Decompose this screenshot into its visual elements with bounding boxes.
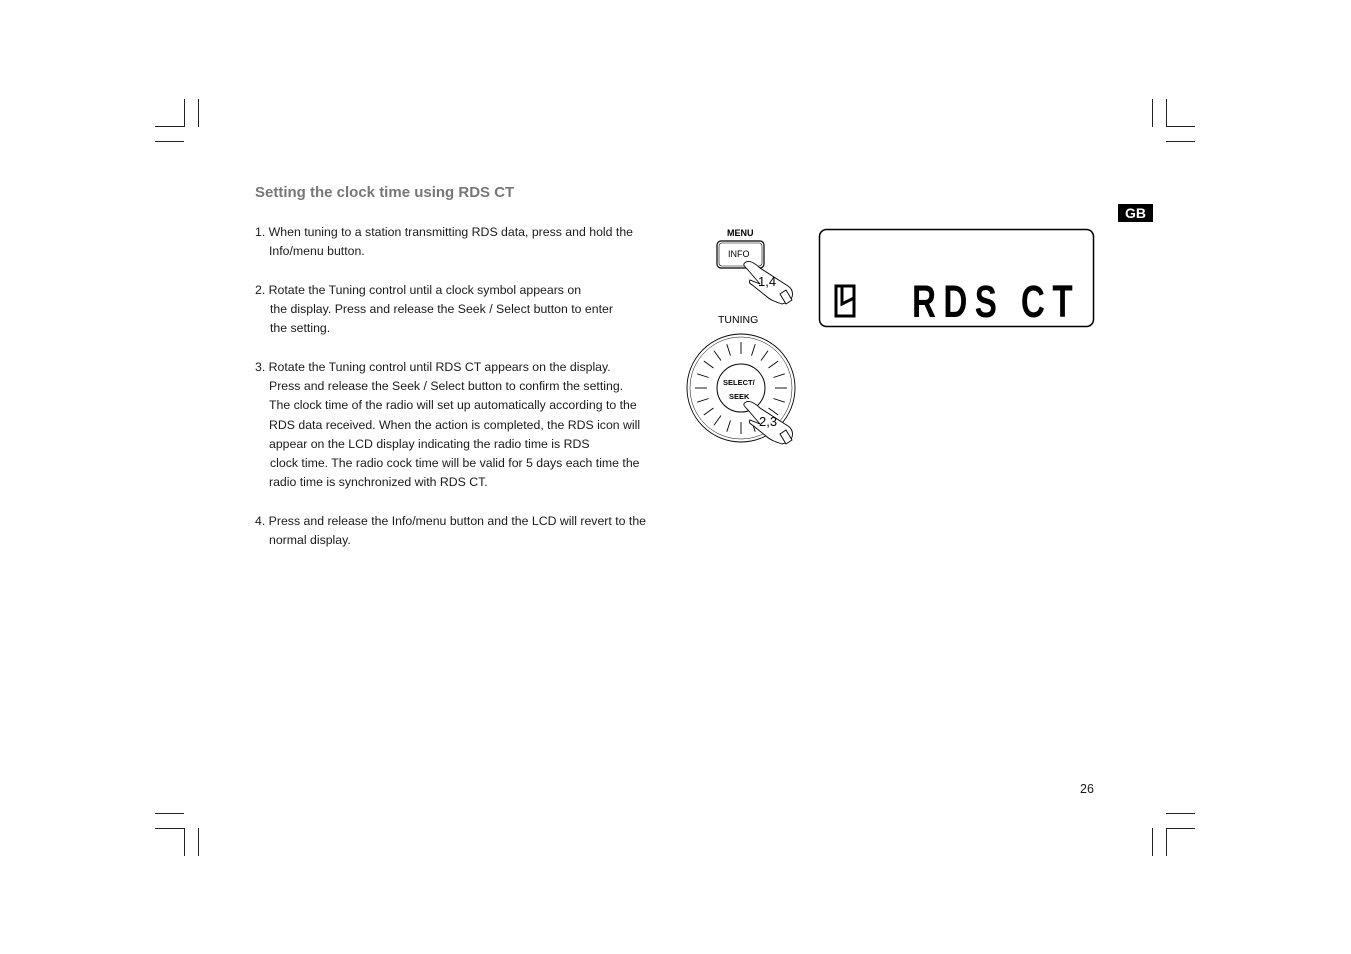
info-button	[717, 241, 764, 268]
step-2	[255, 281, 613, 339]
select-label-line1: SELECT/	[723, 378, 755, 387]
step-3-line-4: RDS data received. When the action is completed, the RDS icon will	[269, 417, 641, 432]
lcd-display	[818, 228, 1096, 330]
step-2-line-3: the setting.	[270, 321, 331, 336]
language-tab: GB	[1118, 204, 1153, 222]
step-2-line-2: the display. Press and release the Seek / Select button to enter	[270, 302, 613, 317]
step-1-line-1: 1. When tuning to a station transmitting RDS data, press and hold the	[255, 225, 634, 239]
step-4-line-1: 4. Press and release the Info/menu button and the LCD will revert to the	[255, 514, 646, 528]
step-3-line-6: clock time. The radio cock time will be valid for 5 days each time the	[270, 456, 640, 471]
lcd-text: RDS CT	[912, 276, 1080, 327]
step-2-line-1: 2. Rotate the Tuning control until a clock symbol appears on	[255, 283, 582, 297]
info-button-label: INFO	[728, 249, 750, 259]
step-3-line-7: radio time is synchronized with RDS CT.	[269, 475, 488, 490]
section-title: Setting the clock time using RDS CT	[255, 184, 515, 201]
controls-illustration	[680, 222, 810, 452]
step-4-line-2: normal display.	[269, 533, 351, 548]
page-number: 26	[1080, 782, 1094, 796]
step-3-line-3: The clock time of the radio will set up automatically according to the	[269, 398, 637, 413]
step-1-line-2: Info/menu button.	[269, 244, 365, 259]
menu-label: MENU	[727, 228, 754, 238]
select-label-line2: SEEK	[729, 392, 750, 401]
step-4	[255, 512, 646, 550]
step-3-line-5: appear on the LCD display indicating the radio time is RDS	[269, 436, 590, 451]
tuning-label: TUNING	[718, 314, 759, 326]
step-3-line-1: 3. Rotate the Tuning control until RDS CT appears on the display.	[255, 360, 611, 374]
step-1	[255, 223, 633, 261]
tuning-step-ref: 2,3	[759, 414, 778, 429]
info-step-ref: 1,4	[758, 274, 777, 289]
step-3-line-2: Press and release the Seek / Select button to confirm the setting.	[269, 379, 624, 394]
step-3	[255, 358, 640, 492]
